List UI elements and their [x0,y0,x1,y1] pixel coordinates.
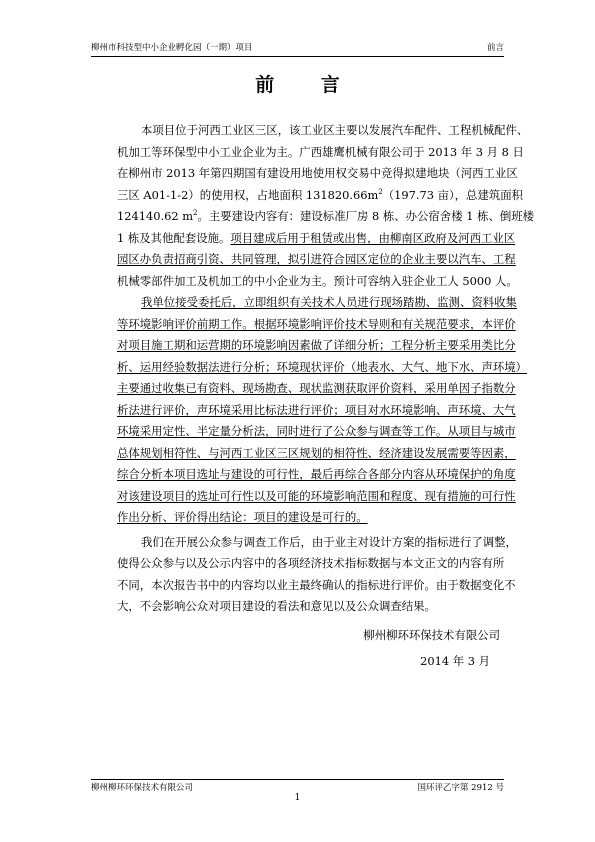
superscript: 2 [193,209,198,217]
text-line: 我们在开展公众参与调查工作后，由于业主对设计方案的指标进行了调整， [141,534,517,549]
text-line [117,185,524,207]
document-body [117,120,535,674]
floor-area-text: 124140.62 m [117,209,194,223]
footer-certificate-number: 国环评乙字第 2912 号 [417,783,504,793]
text-line: 总体规划相符性、与河西工业区三区规划的相符性、经济建设发展需要等因素， [117,445,516,460]
running-header [91,40,504,57]
text-line [117,228,516,250]
text-line: 综合分析本项目选址与建设的可行性，最后再综合各部分内容从环境保护的角度 [117,467,516,481]
text-line: 大，不会影响公众对项目建设的看法和意见以及公众调查结果。 [117,599,436,613]
running-footer [91,779,504,794]
signature-date: 2014 年 3 月 [420,653,490,668]
text-line: 机加工等环保型中小工业企业为主。广西雄鹰机械有限公司于 2013 年 3 月 8 日 [117,144,524,159]
header-project-name: 柳州市科技型中小企业孵化园（一期）项目 [91,43,253,53]
superscript: 2 [378,187,383,196]
text-line: 不同，本次报告书中的内容均以业主最终确认的指标进行评价。由于数据变化不 [117,577,516,592]
text-line: 对该建设项目的选址可行性以及可能的环境影响范围和程度、现有措施的可行性 [117,488,516,503]
text-line: 园区办负责招商引资、共同管理，拟引进符合园区定位的企业主要以汽车、工程 [117,252,516,266]
text-line: 等环境影响评价前期工作。根据环境影响评价技术导则和有关规范要求，本评价 [117,316,516,331]
page-title: 前 言 [255,74,360,96]
signature-company: 柳州柳环环保技术有限公司 [363,627,500,642]
text-line: 本项目位于河西工业区三区，该工业区主要以发展汽车配件、工程机械配件、 [141,123,529,137]
text-line: 析、运用经验数据法进行分析；环境现状评价（地表水、大气、地下水、声环境） [117,359,528,374]
construction-content-text: 。主要建设内容有：建设标准厂房 8 栋、办公宿舍楼 1 栋、倒班楼 [197,209,535,223]
text-line: 机械零部件加工及机加工的中小企业为主。预计可容纳入驻企业工人 5000 人。 [117,273,518,288]
paragraph-assessment-method [117,292,528,529]
land-area-tail: （197.73 亩），总建筑面积 [382,187,524,202]
text-line: 使得公众参与以及公示内容中的各项经济技术指标数据与本文正文的内容有所 [117,556,505,570]
header-section-name: 前言 [486,43,504,53]
text-line: 对项目施工期和运营期的环境影响因素做了详细分析；工程分析主要采用类比分 [117,338,516,352]
land-area-text: 三区 A01-1-2）的使用权，占地面积 131820.66m [117,187,379,202]
page-number: 1 [294,793,301,803]
facilities-text: 1 栋及其他配套设施。 [117,230,231,245]
text-line: 主要通过收集已有资料、现场勘查、现状监测获取评价资料，采用单因子指数分 [117,381,516,395]
text-line [117,206,535,228]
text-line: 析法进行评价，声环境采用比标法进行评价；项目对水环境影响、声环境、大气 [117,402,516,417]
paragraph-project-overview [117,120,535,292]
text-line: 作出分析、评价得出结论：项目的建设是可行的。 [117,510,368,524]
text-line: 在柳州市 2013 年第四期国有建设用地使用权交易中竞得拟建地块（河西工业区 [117,166,518,180]
footer-company: 柳州柳环环保技术有限公司 [91,783,194,793]
underlined-text: 项目建成后用于租赁或出售，由柳南区政府及河西工业区 [230,230,516,245]
text-line: 环境采用定性、半定量分析法，同时进行了公众参与调查等工作。从项目与城市 [117,424,516,438]
text-line: 我单位接受委托后，立即组织有关技术人员进行现场踏勘、监测、资料收集 [141,295,517,309]
signature-block [117,622,500,674]
paragraph-public-participation [117,532,517,618]
